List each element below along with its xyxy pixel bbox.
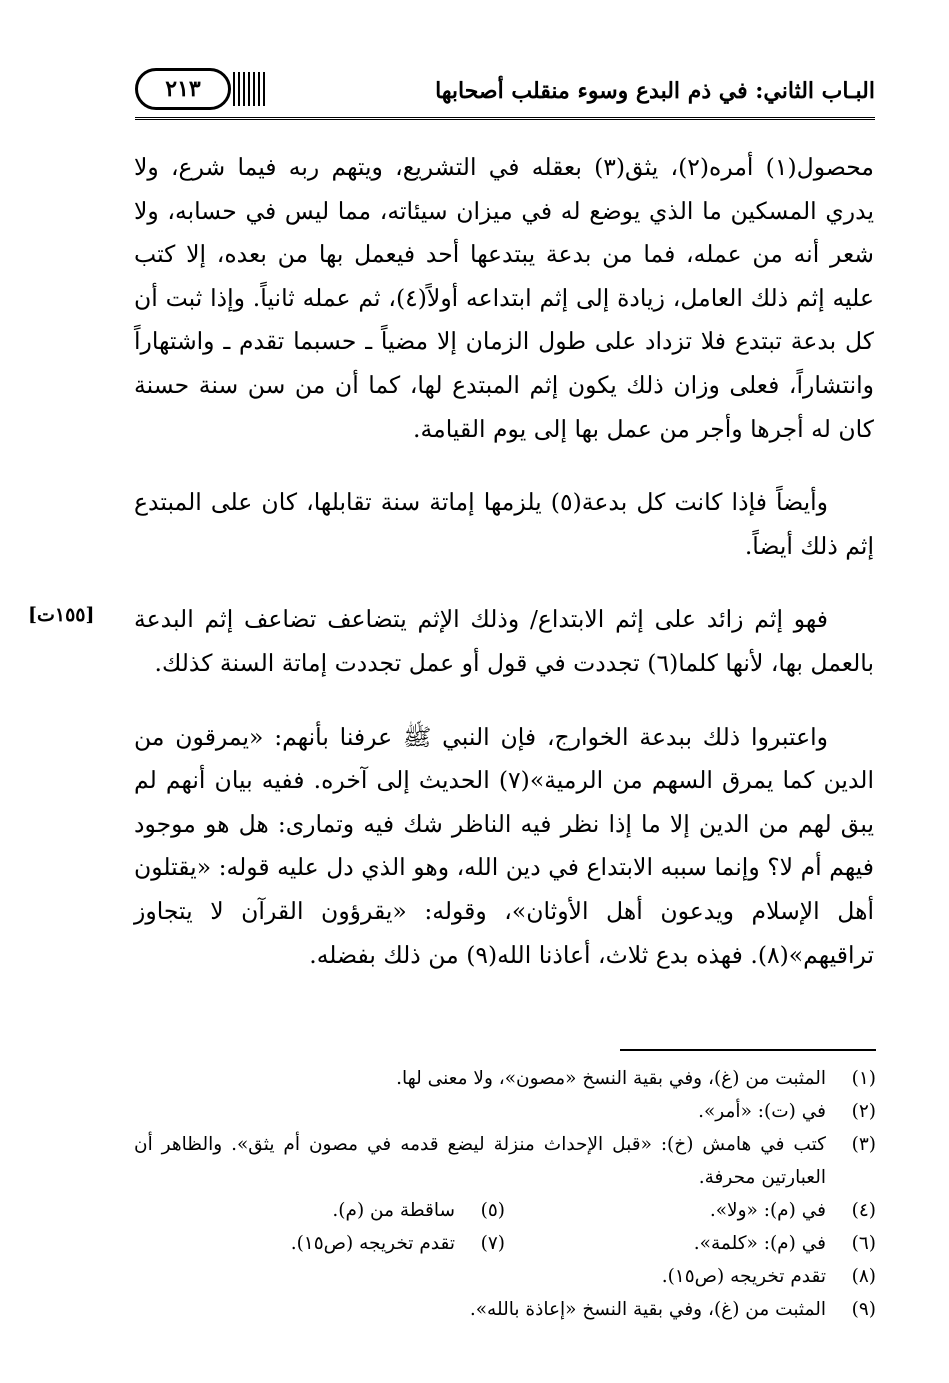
paragraph-3: فهو إثم زائد على إثم الابتداع/ وذلك الإثم يتضاعف تضاعف إثم البدعة بالعمل بها، لأنها كلما(٦) تجددت في قول أو عمل تجددت إماتة السنة كذلك. [134, 605, 874, 677]
footnotes [134, 1062, 876, 1326]
footnote-number: (٨) [851, 1266, 876, 1287]
footnote-6 [505, 1227, 876, 1260]
main-text [134, 146, 874, 977]
header-ornament [233, 72, 267, 106]
footnote-text: تقدم تخريجه (ص١٥). [661, 1266, 826, 1287]
footnote-text: كتب في هامش (خ): «قبل الإحداث منزلة ليضع قدمه في مصون أم يثق». والظاهر أن العبارتين محرفة. [134, 1134, 826, 1188]
footnote-1 [134, 1062, 876, 1095]
page-number-badge [135, 68, 231, 110]
footnote-text: ساقطة من (م). [332, 1200, 455, 1221]
footnote-7 [134, 1227, 505, 1260]
footnote-separator [620, 1049, 876, 1051]
footnote-number: (١) [851, 1068, 876, 1089]
footnote-text: المثبت من (غ)، وفي بقية النسخ «مصون»، ولا معنى لها. [396, 1068, 826, 1089]
footnote-number: (٤) [851, 1200, 876, 1221]
footnote-9 [134, 1293, 876, 1326]
footnote-text: في (م): «ولا». [709, 1200, 826, 1221]
footnote-5 [134, 1194, 505, 1227]
footnote-number: (٧) [480, 1233, 505, 1254]
page-number: ٢١٣ [165, 76, 201, 102]
footnote-text: في (ت): «أمر». [698, 1101, 826, 1122]
footnote-3 [134, 1128, 876, 1194]
footnote-8 [134, 1260, 876, 1293]
running-title: البـاب الثاني: في ذم البدع وسوء منقلب أصحابها [435, 78, 875, 104]
margin-manuscript-reference: [١٥٥ت] [28, 604, 95, 626]
footnote-number: (٩) [851, 1299, 876, 1320]
paragraph-1: محصول(١) أمره(٢)، يثق(٣) بعقله في التشريع، ويتهم ربه فيما شرع، ولا يدري المسكين ما الذي يوضع له في ميزان سيئاته، مما ليس في حسابه، ولا شعر أنه من عمله، فما من بدعة يبتدعها أحد فيعمل بها من بعده، إلا كتب عليه إثم ذلك العامل، زيادة إلى إثم ابتداعه أولاً(٤)، ثم عمله ثانياً. وإذا ثبت أن كل بدعة تبتدع فلا تزداد على طول الزمان إلا مضياً ـ حسبما تقدم ـ واشتهاراً وانتشاراً، فعلى وزان ذلك يكون إثم المبتدع لها، كما أن من سن سنة حسنة كان له أجرها وأجر من عمل بها إلى يوم القيامة. [134, 153, 874, 443]
footnote-number: (٦) [851, 1233, 876, 1254]
footnote-text: في (م): «كلمة». [693, 1233, 826, 1254]
footnote-number: (٥) [480, 1200, 505, 1221]
footnote-2 [134, 1095, 876, 1128]
paragraph-2: وأيضاً فإذا كانت كل بدعة(٥) يلزمها إماتة سنة تقابلها، كان على المبتدع إثم ذلك أيضاً. [134, 488, 874, 560]
footnote-number: (٢) [851, 1101, 876, 1122]
footnote-row-6-7 [134, 1227, 876, 1260]
footnote-number: (٣) [851, 1134, 876, 1155]
paragraph-4: واعتبروا ذلك ببدعة الخوارج، فإن النبي ﷺ عرفنا بأنهم: «يمرقون من الدين كما يمرق السهم من الرمية»(٧) الحديث إلى آخره. ففيه بيان أنهم لم يبق لهم من الدين إلا ما إذا نظر فيه الناظر شك فيه وتمارى: هل هو موجود فيهم أم لا؟ وإنما سببه الابتداع في دين الله، وهو الذي دل عليه قوله: «يقتلون أهل الإسلام ويدعون أهل الأوثان»، وقوله: «يقرؤون القرآن لا يتجاوز تراقيهم»(٨). فهذه بدع ثلاث، أعاذنا الله(٩) من ذلك بفضله. [134, 722, 874, 969]
page-header [135, 62, 875, 128]
header-rule [135, 117, 875, 120]
footnote-text: المثبت من (غ)، وفي بقية النسخ «إعاذة بالله». [469, 1299, 826, 1320]
footnote-4 [505, 1194, 876, 1227]
footnote-row-4-5 [134, 1194, 876, 1227]
footnote-text: تقدم تخريجه (ص١٥). [290, 1233, 455, 1254]
